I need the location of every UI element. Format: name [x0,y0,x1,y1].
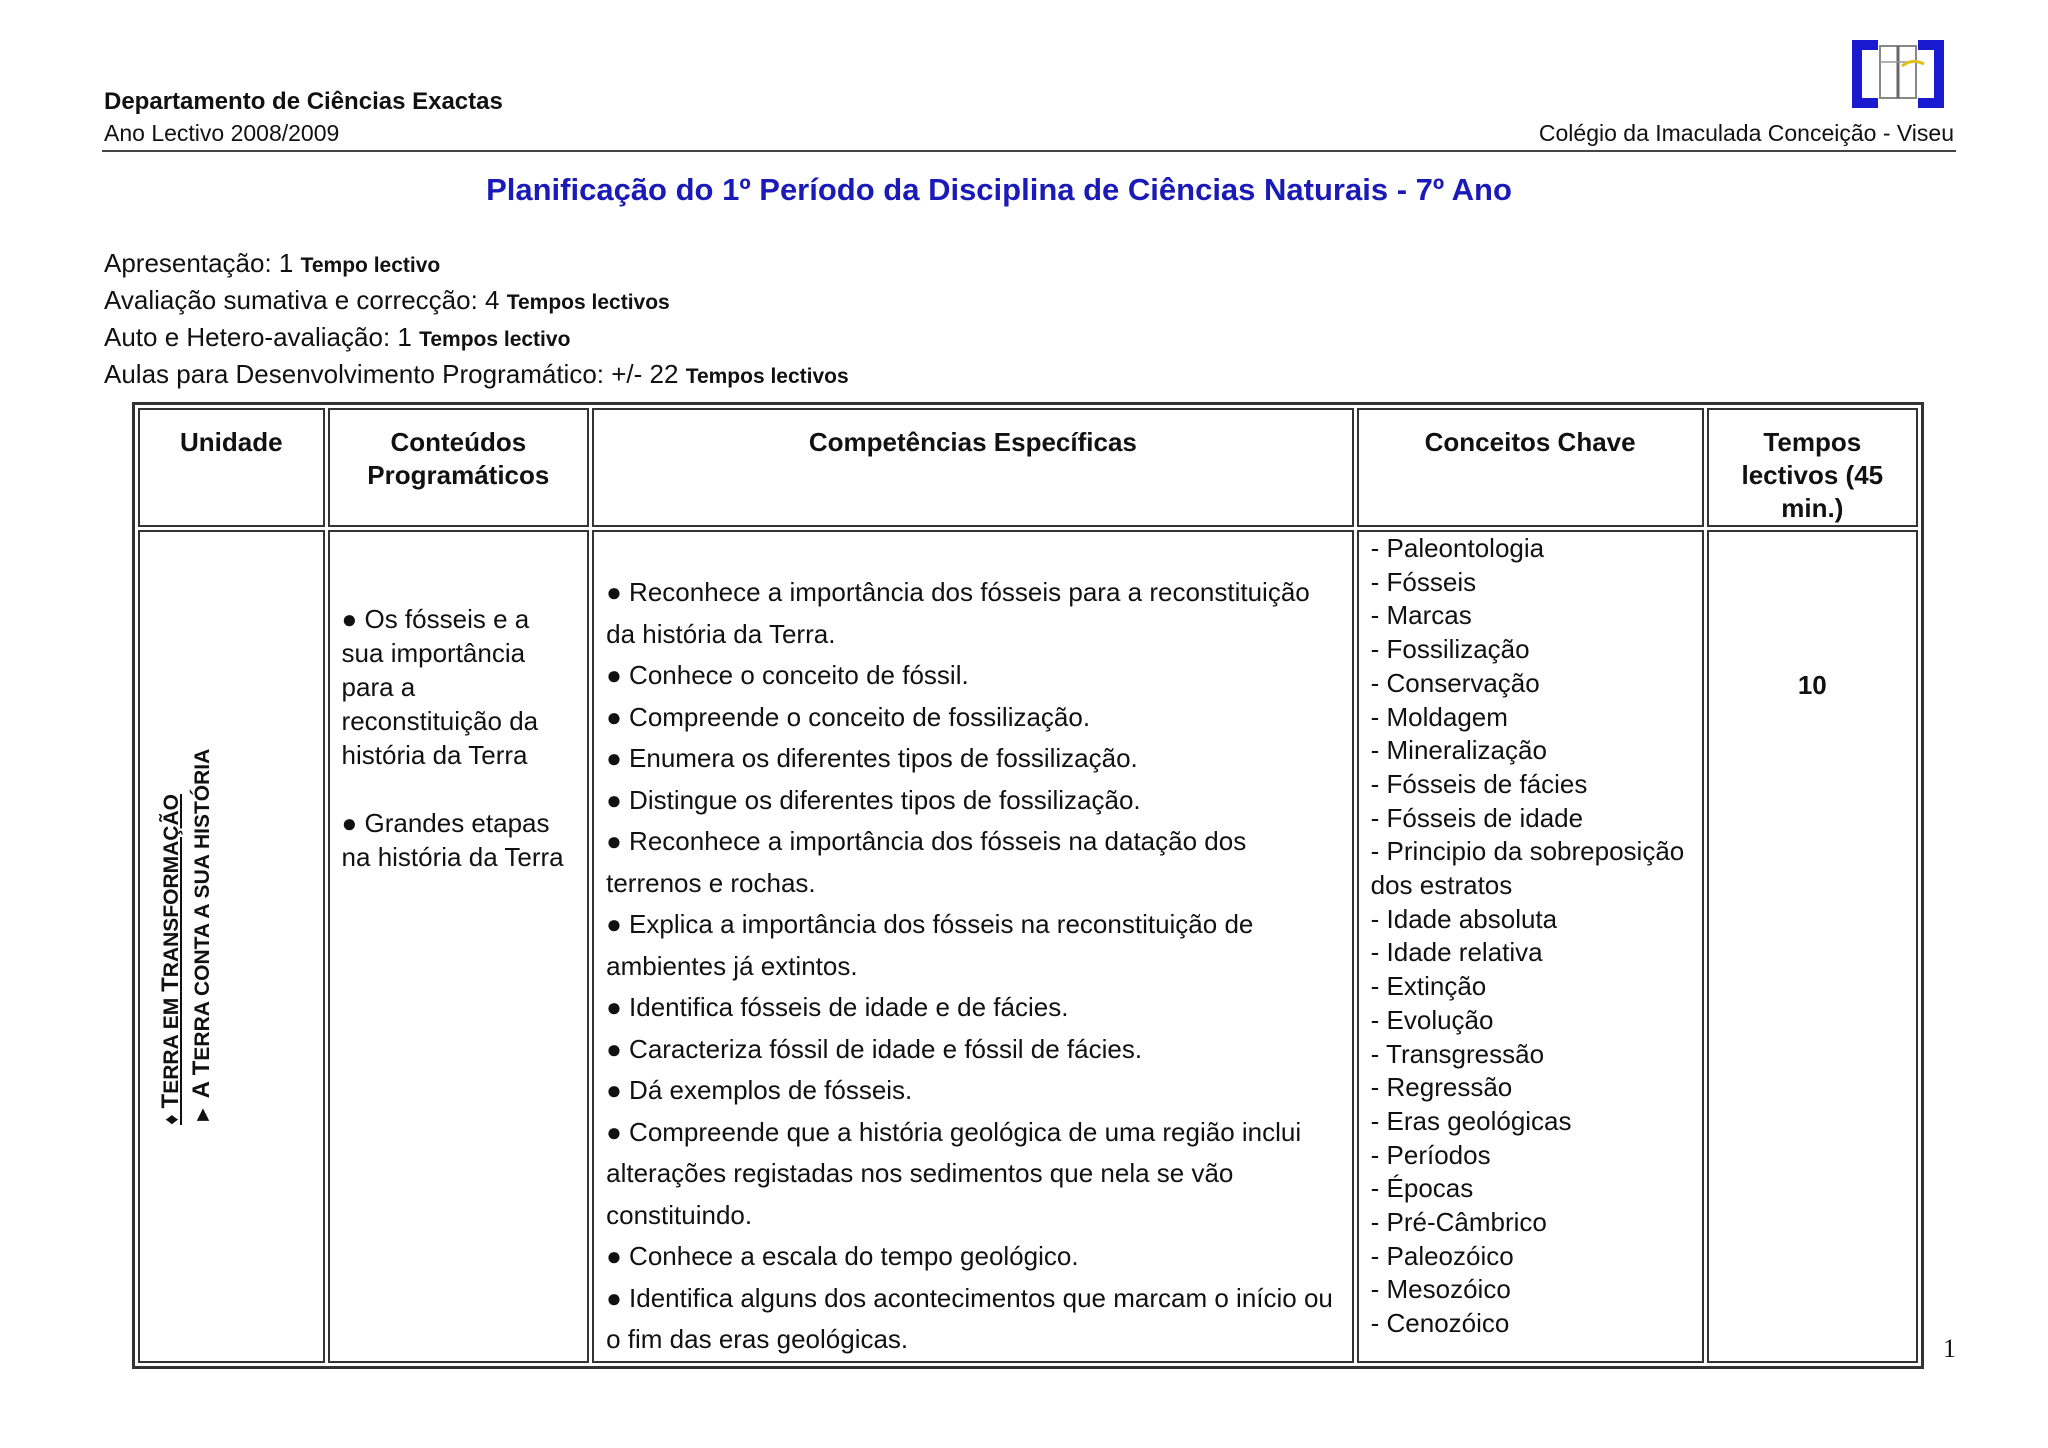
list-item: - Eras geológicas [1370,1105,1572,1136]
list-item: ● Distingue os diferentes tipos de fossilização. [606,784,1141,815]
list-item: - Períodos [1370,1139,1491,1170]
list-item: - Pré-Câmbrico [1370,1207,1547,1238]
list-item: - Fósseis de idade [1370,802,1584,833]
department-name: Departamento de Ciências Exactas [104,88,503,115]
intro-line: Apresentação: 1 Tempo lectivo [104,248,441,278]
list-item: ● Compreende o conceito de fossilização. [606,701,1091,732]
list-item: - Fósseis [1370,566,1477,597]
list-item: - Fossilização [1370,634,1530,665]
list-item: ● Grandes etapas na história da Terra [341,808,564,872]
header-conteudos: Conteúdos Programáticos [328,408,590,527]
unidade-cell [138,530,325,1363]
school-logo-icon [1844,36,1952,112]
conceitos-cell [1357,530,1704,1363]
list-item: ● Enumera os diferentes tipos de fossilização. [606,743,1138,773]
list-item: - Idade absoluta [1370,903,1558,934]
page-title: Planificação do 1º Período da Disciplina de Ciências Naturais - 7º Ano [486,172,1512,207]
header-unidade: Unidade [138,408,325,527]
intro-summary [104,246,849,394]
list-item: - Conservação [1370,667,1540,698]
list-item: ● Os fósseis e a sua importância para a reconstituição da história da Terra [341,604,539,770]
tempos-value: 10 [1707,530,1918,1363]
intro-line: Avaliação sumativa e correcção: 4 Tempos lectivos [104,285,670,315]
list-item: - Transgressão [1370,1038,1545,1069]
list-item: ● Explica a importância dos fósseis na reconstituição de ambientes já extintos. [606,909,1254,981]
list-item: ● Identifica fósseis de idade e de fácies. [606,992,1069,1022]
list-item: ● Compreende que a história geológica de uma região inclui alterações registadas nos sedimentos que nela se vão constituindo. [606,1116,1302,1230]
list-item: - Épocas [1370,1173,1474,1204]
school-year: Ano Lectivo 2008/2009 [104,120,340,146]
list-item: - Evolução [1370,1004,1494,1035]
unit-title-vertical [156,725,218,1125]
conteudos-cell [328,530,590,1363]
header-competencias: Competências Específicas [592,408,1354,527]
header-tempos: Tempos lectivos (45 min.) [1707,408,1918,527]
unit-title: ► A TERRA CONTA A SUA HISTÓRIA [188,748,215,1125]
table-row [138,530,1918,1363]
list-item: ● Conhece o conceito de fóssil. [606,660,969,690]
list-item: - Fósseis de fácies [1370,768,1588,799]
unit-subtitle: ♦ TERRA EM TRANSFORMAÇÃO [157,793,184,1125]
list-item: - Mineralização [1370,735,1547,766]
intro-line: Auto e Hetero-avaliação: 1 Tempos lectivo [104,322,571,352]
list-item: - Paleozóico [1370,1240,1514,1271]
list-item: ● Identifica alguns dos acontecimentos que marcam o início ou o fim das eras geológicas. [606,1282,1333,1354]
list-item: - Mesozóico [1370,1274,1511,1305]
intro-line: Aulas para Desenvolvimento Programático: +/- 22 Tempos lectivos [104,359,849,389]
list-item: - Marcas [1370,600,1472,631]
header-divider [102,150,1956,152]
list-item: - Regressão [1370,1072,1513,1103]
list-item: - Principio da sobreposição dos estratos [1370,836,1685,901]
header-conceitos: Conceitos Chave [1357,408,1704,527]
list-item: ● Reconhece a importância dos fósseis para a reconstituição da história da Terra. [606,577,1310,649]
list-item: - Moldagem [1370,701,1508,732]
list-item: - Cenozóico [1370,1308,1510,1339]
list-item: - Extinção [1370,971,1487,1002]
table-header-row [138,408,1918,527]
planning-table [132,402,1924,1369]
school-name: Colégio da Imaculada Conceição - Viseu [1538,120,1954,146]
list-item: - Paleontologia [1370,533,1545,563]
list-item: ● Dá exemplos de fósseis. [606,1075,913,1105]
list-item: - Idade relativa [1370,937,1543,968]
list-item: ● Reconhece a importância dos fósseis na datação dos terrenos e rochas. [606,826,1247,898]
list-item: ● Caracteriza fóssil de idade e fóssil de fácies. [606,1033,1143,1064]
page-number: 1 [1943,1334,1956,1363]
competencias-cell [592,530,1354,1363]
list-item: ● Conhece a escala do tempo geológico. [606,1241,1079,1271]
